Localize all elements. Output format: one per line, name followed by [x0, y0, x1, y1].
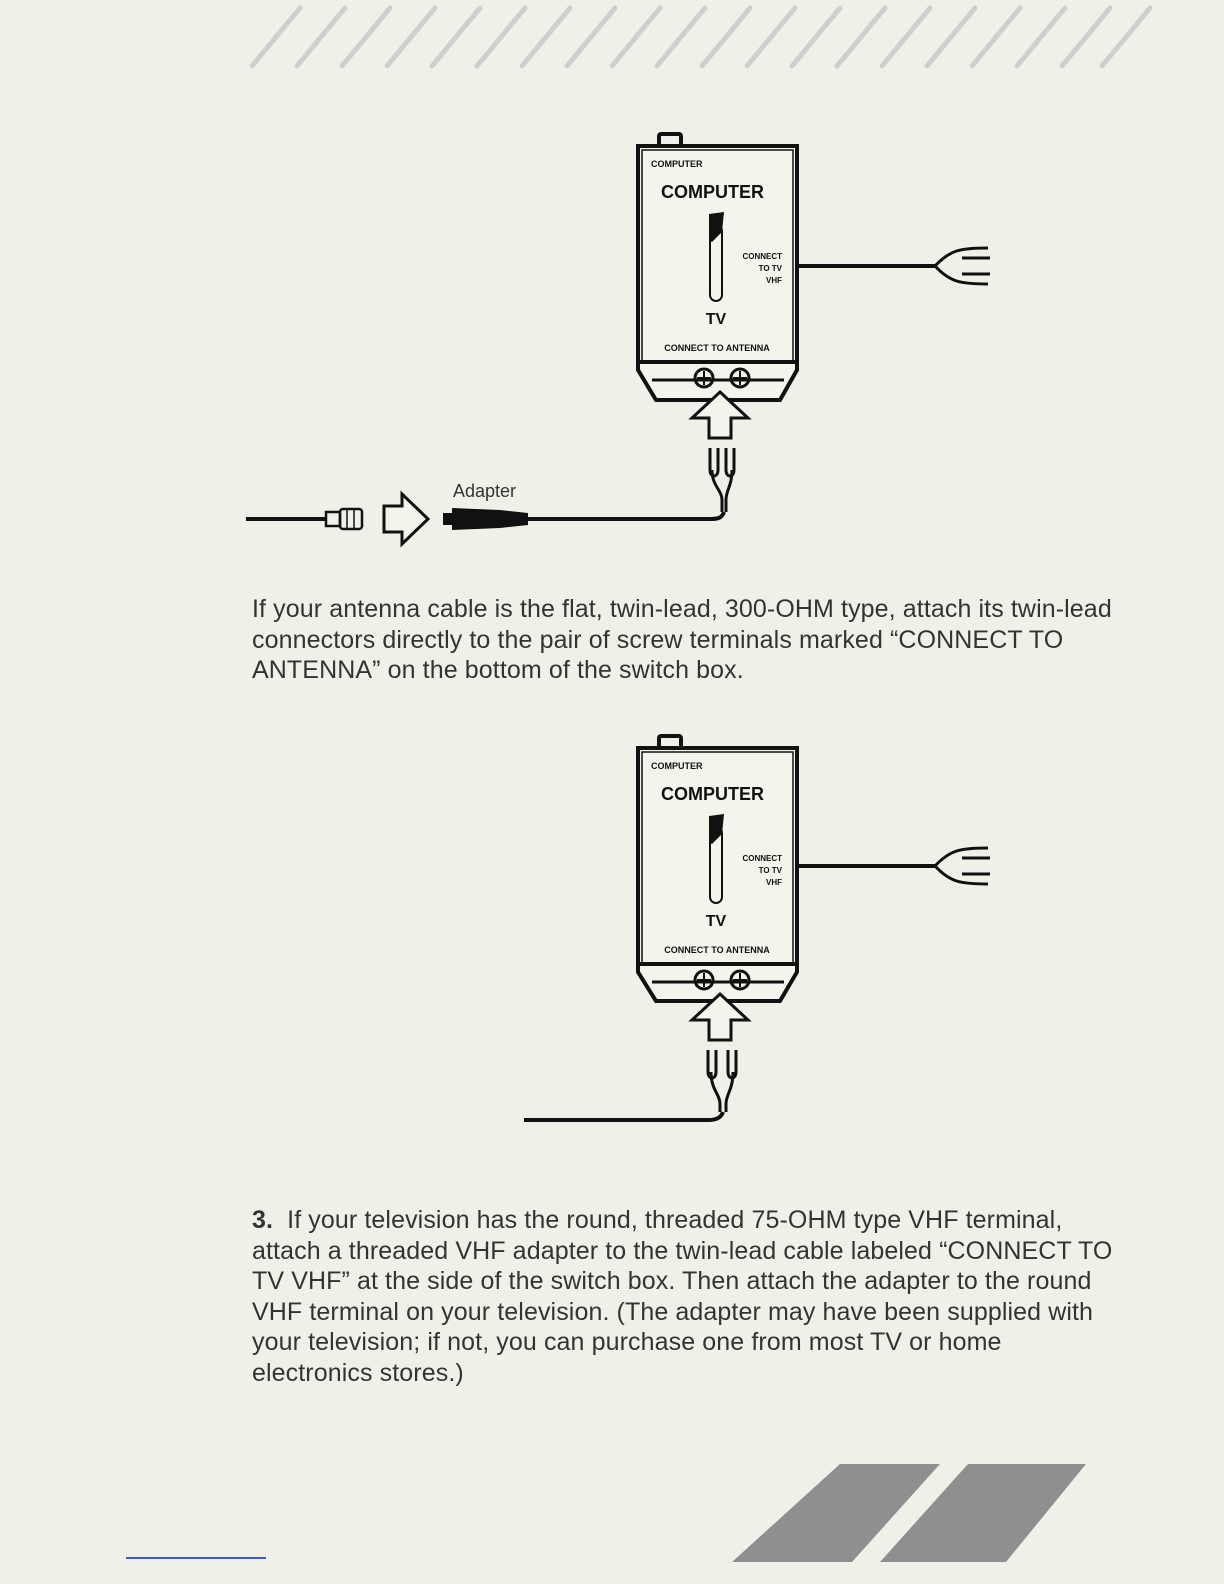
box2-tv-label: TV [705, 913, 727, 930]
box-computer-label: COMPUTER [661, 182, 764, 202]
connect-antenna-label: CONNECT TO ANTENNA [664, 343, 770, 353]
box-top-label: COMPUTER [651, 159, 703, 169]
paragraph-300-ohm: If your antenna cable is the flat, twin-lead, 300-OHM type, attach its twin-lead connectors directly to the pair of screw terminals marked “CONNECT TO ANTENNA” on the bottom of the switch box. [252, 595, 1112, 684]
bottom-edge-mark [126, 1557, 266, 1559]
step-number: 3. [252, 1206, 274, 1234]
box2-connect-tv-line2: TO TV [758, 866, 782, 875]
box2-connect-antenna-label: CONNECT TO ANTENNA [664, 945, 770, 955]
step-3-text: If your television has the round, threaded 75-OHM type VHF terminal, attach a threaded VHF adapter to the twin-lead cable labeled “CONNECT TO TV VHF” at the side of the switch box. Then attach the adapter to the round VHF terminal on your television. (The adapter may have been supplied with your television; if not, you can purchase one from most TV or home electronics stores.) [252, 1206, 1113, 1387]
box-tv-label: TV [705, 311, 727, 328]
connect-tv-line2: TO TV [758, 264, 782, 273]
adapter-label: Adapter [453, 481, 517, 501]
box2-connect-tv-line3: VHF [766, 878, 782, 887]
box2-top-label: COMPUTER [651, 761, 703, 771]
box2-connect-tv-line1: CONNECT [742, 854, 782, 863]
box2-computer-label: COMPUTER [661, 784, 764, 804]
connect-tv-line1: CONNECT [742, 252, 782, 261]
connect-tv-line3: VHF [766, 276, 782, 285]
